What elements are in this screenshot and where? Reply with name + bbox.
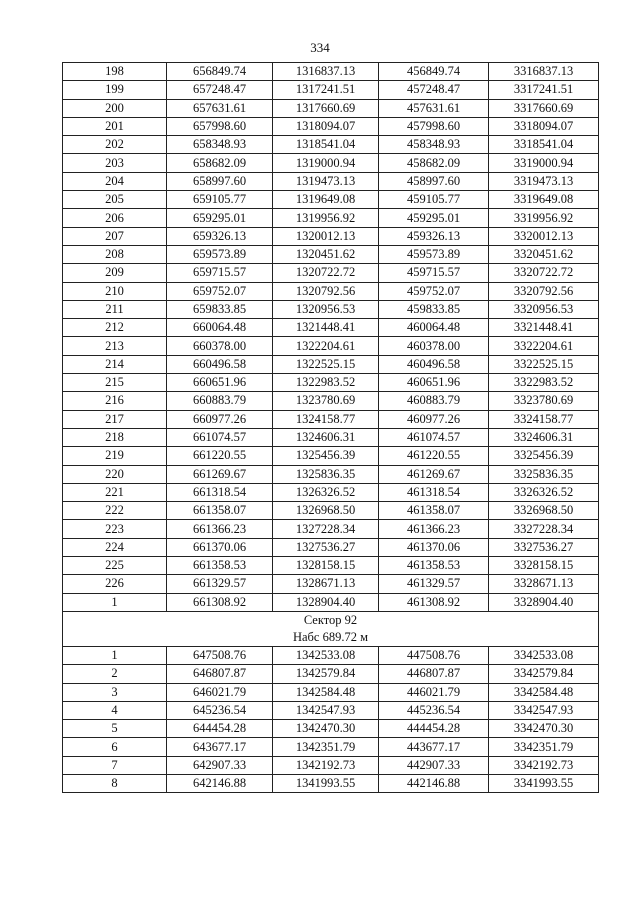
y2-coordinate-cell: 3342547.93 [489, 701, 599, 719]
point-number-cell: 198 [63, 63, 167, 81]
x-coordinate-cell: 661366.23 [167, 520, 273, 538]
x-coordinate-cell: 658997.60 [167, 172, 273, 190]
x-coordinate-cell: 646807.87 [167, 665, 273, 683]
x-coordinate-cell: 659326.13 [167, 227, 273, 245]
x-coordinate-cell: 657998.60 [167, 117, 273, 135]
x2-coordinate-cell: 457998.60 [379, 117, 489, 135]
table-row [63, 245, 599, 263]
point-number-cell: 4 [63, 701, 167, 719]
x2-coordinate-cell: 446807.87 [379, 665, 489, 683]
point-number-cell: 215 [63, 374, 167, 392]
x2-coordinate-cell: 461074.57 [379, 428, 489, 446]
table-row [63, 337, 599, 355]
table-row [63, 300, 599, 318]
x-coordinate-cell: 658682.09 [167, 154, 273, 172]
table-row [63, 538, 599, 556]
page-number: 334 [310, 40, 330, 55]
table-row [63, 392, 599, 410]
x-coordinate-cell: 646021.79 [167, 683, 273, 701]
x-coordinate-cell: 642146.88 [167, 774, 273, 792]
x2-coordinate-cell: 460651.96 [379, 374, 489, 392]
table-row [63, 465, 599, 483]
y-coordinate-cell: 1342584.48 [273, 683, 379, 701]
table-body-top [63, 63, 599, 612]
table-row [63, 557, 599, 575]
table-row [63, 136, 599, 154]
point-number-cell: 219 [63, 447, 167, 465]
x2-coordinate-cell: 458997.60 [379, 172, 489, 190]
x-coordinate-cell: 659295.01 [167, 209, 273, 227]
y2-coordinate-cell: 3342579.84 [489, 665, 599, 683]
x-coordinate-cell: 660064.48 [167, 319, 273, 337]
y-coordinate-cell: 1319649.08 [273, 191, 379, 209]
table-row [63, 209, 599, 227]
y-coordinate-cell: 1320722.72 [273, 264, 379, 282]
y2-coordinate-cell: 3322983.52 [489, 374, 599, 392]
x-coordinate-cell: 659105.77 [167, 191, 273, 209]
y-coordinate-cell: 1320792.56 [273, 282, 379, 300]
table-row [63, 264, 599, 282]
y2-coordinate-cell: 3320451.62 [489, 245, 599, 263]
x-coordinate-cell: 660883.79 [167, 392, 273, 410]
y-coordinate-cell: 1325456.39 [273, 447, 379, 465]
y-coordinate-cell: 1328671.13 [273, 575, 379, 593]
y2-coordinate-cell: 3318541.04 [489, 136, 599, 154]
table-row [63, 483, 599, 501]
x2-coordinate-cell: 460064.48 [379, 319, 489, 337]
table-row [63, 319, 599, 337]
y2-coordinate-cell: 3320012.13 [489, 227, 599, 245]
y2-coordinate-cell: 3342192.73 [489, 756, 599, 774]
section-header-group [63, 611, 599, 646]
point-number-cell: 221 [63, 483, 167, 501]
x-coordinate-cell: 660977.26 [167, 410, 273, 428]
point-number-cell: 226 [63, 575, 167, 593]
point-number-cell: 2 [63, 665, 167, 683]
x2-coordinate-cell: 459295.01 [379, 209, 489, 227]
y2-coordinate-cell: 3322525.15 [489, 355, 599, 373]
point-number-cell: 8 [63, 774, 167, 792]
x-coordinate-cell: 661220.55 [167, 447, 273, 465]
y2-coordinate-cell: 3320956.53 [489, 300, 599, 318]
y-coordinate-cell: 1316837.13 [273, 63, 379, 81]
y-coordinate-cell: 1342579.84 [273, 665, 379, 683]
x2-coordinate-cell: 458682.09 [379, 154, 489, 172]
y-coordinate-cell: 1342470.30 [273, 720, 379, 738]
y2-coordinate-cell: 3326968.50 [489, 502, 599, 520]
y-coordinate-cell: 1342533.08 [273, 646, 379, 664]
table-row [63, 646, 599, 664]
point-number-cell: 209 [63, 264, 167, 282]
point-number-cell: 222 [63, 502, 167, 520]
y2-coordinate-cell: 3341993.55 [489, 774, 599, 792]
table-row [63, 756, 599, 774]
x2-coordinate-cell: 447508.76 [379, 646, 489, 664]
y2-coordinate-cell: 3324606.31 [489, 428, 599, 446]
y2-coordinate-cell: 3319956.92 [489, 209, 599, 227]
x-coordinate-cell: 659573.89 [167, 245, 273, 263]
y-coordinate-cell: 1320451.62 [273, 245, 379, 263]
y2-coordinate-cell: 3323780.69 [489, 392, 599, 410]
table-row [63, 447, 599, 465]
x-coordinate-cell: 661308.92 [167, 593, 273, 611]
x-coordinate-cell: 661358.53 [167, 557, 273, 575]
y-coordinate-cell: 1341993.55 [273, 774, 379, 792]
y-coordinate-cell: 1322204.61 [273, 337, 379, 355]
x2-coordinate-cell: 461269.67 [379, 465, 489, 483]
x-coordinate-cell: 657631.61 [167, 99, 273, 117]
point-number-cell: 210 [63, 282, 167, 300]
table-row [63, 720, 599, 738]
point-number-cell: 3 [63, 683, 167, 701]
x-coordinate-cell: 660496.58 [167, 355, 273, 373]
y-coordinate-cell: 1318094.07 [273, 117, 379, 135]
table-body-bottom [63, 646, 599, 792]
point-number-cell: 225 [63, 557, 167, 575]
point-number-cell: 1 [63, 593, 167, 611]
y2-coordinate-cell: 3320722.72 [489, 264, 599, 282]
table-row [63, 665, 599, 683]
y2-coordinate-cell: 3319000.94 [489, 154, 599, 172]
table-row [63, 593, 599, 611]
point-number-cell: 208 [63, 245, 167, 263]
y2-coordinate-cell: 3342351.79 [489, 738, 599, 756]
x2-coordinate-cell: 461370.06 [379, 538, 489, 556]
section-header-cell [63, 611, 599, 646]
x2-coordinate-cell: 457248.47 [379, 81, 489, 99]
y2-coordinate-cell: 3342470.30 [489, 720, 599, 738]
x-coordinate-cell: 657248.47 [167, 81, 273, 99]
x-coordinate-cell: 643677.17 [167, 738, 273, 756]
y2-coordinate-cell: 3317660.69 [489, 99, 599, 117]
y-coordinate-cell: 1324158.77 [273, 410, 379, 428]
point-number-cell: 1 [63, 646, 167, 664]
point-number-cell: 212 [63, 319, 167, 337]
x-coordinate-cell: 661318.54 [167, 483, 273, 501]
x2-coordinate-cell: 460883.79 [379, 392, 489, 410]
x2-coordinate-cell: 459326.13 [379, 227, 489, 245]
x-coordinate-cell: 656849.74 [167, 63, 273, 81]
point-number-cell: 6 [63, 738, 167, 756]
x2-coordinate-cell: 460378.00 [379, 337, 489, 355]
y-coordinate-cell: 1319000.94 [273, 154, 379, 172]
section-title: Сектор 92 [303, 612, 358, 627]
x-coordinate-cell: 658348.93 [167, 136, 273, 154]
point-number-cell: 201 [63, 117, 167, 135]
y2-coordinate-cell: 3319473.13 [489, 172, 599, 190]
point-number-cell: 5 [63, 720, 167, 738]
y-coordinate-cell: 1325836.35 [273, 465, 379, 483]
y-coordinate-cell: 1326968.50 [273, 502, 379, 520]
x-coordinate-cell: 645236.54 [167, 701, 273, 719]
y-coordinate-cell: 1318541.04 [273, 136, 379, 154]
table-row [63, 738, 599, 756]
x2-coordinate-cell: 459715.57 [379, 264, 489, 282]
y2-coordinate-cell: 3342584.48 [489, 683, 599, 701]
table-row [63, 154, 599, 172]
y2-coordinate-cell: 3319649.08 [489, 191, 599, 209]
y2-coordinate-cell: 3328158.15 [489, 557, 599, 575]
table-row [63, 502, 599, 520]
table-row [63, 774, 599, 792]
y2-coordinate-cell: 3318094.07 [489, 117, 599, 135]
x-coordinate-cell: 642907.33 [167, 756, 273, 774]
point-number-cell: 200 [63, 99, 167, 117]
point-number-cell: 204 [63, 172, 167, 190]
x2-coordinate-cell: 444454.28 [379, 720, 489, 738]
y2-coordinate-cell: 3325456.39 [489, 447, 599, 465]
y-coordinate-cell: 1320012.13 [273, 227, 379, 245]
table-row [63, 355, 599, 373]
x2-coordinate-cell: 461329.57 [379, 575, 489, 593]
x2-coordinate-cell: 457631.61 [379, 99, 489, 117]
table-row [63, 428, 599, 446]
x-coordinate-cell: 644454.28 [167, 720, 273, 738]
y2-coordinate-cell: 3322204.61 [489, 337, 599, 355]
x-coordinate-cell: 661074.57 [167, 428, 273, 446]
table-row [63, 117, 599, 135]
table-row [63, 683, 599, 701]
coordinates-table [62, 62, 599, 793]
point-number-cell: 214 [63, 355, 167, 373]
table-row [63, 701, 599, 719]
y2-coordinate-cell: 3325836.35 [489, 465, 599, 483]
x2-coordinate-cell: 442146.88 [379, 774, 489, 792]
x-coordinate-cell: 659833.85 [167, 300, 273, 318]
y2-coordinate-cell: 3327228.34 [489, 520, 599, 538]
point-number-cell: 218 [63, 428, 167, 446]
x2-coordinate-cell: 443677.17 [379, 738, 489, 756]
x2-coordinate-cell: 461366.23 [379, 520, 489, 538]
x2-coordinate-cell: 459752.07 [379, 282, 489, 300]
section-subtitle: Набс 689.72 м [292, 629, 369, 644]
x2-coordinate-cell: 461358.07 [379, 502, 489, 520]
y-coordinate-cell: 1327228.34 [273, 520, 379, 538]
y-coordinate-cell: 1320956.53 [273, 300, 379, 318]
point-number-cell: 213 [63, 337, 167, 355]
table-row [63, 282, 599, 300]
point-number-cell: 202 [63, 136, 167, 154]
point-number-cell: 206 [63, 209, 167, 227]
x2-coordinate-cell: 460496.58 [379, 355, 489, 373]
table-row [63, 81, 599, 99]
y-coordinate-cell: 1326326.52 [273, 483, 379, 501]
x2-coordinate-cell: 461220.55 [379, 447, 489, 465]
point-number-cell: 207 [63, 227, 167, 245]
x-coordinate-cell: 659752.07 [167, 282, 273, 300]
table-row [63, 99, 599, 117]
point-number-cell: 216 [63, 392, 167, 410]
y2-coordinate-cell: 3324158.77 [489, 410, 599, 428]
point-number-cell: 220 [63, 465, 167, 483]
table-row [63, 63, 599, 81]
x2-coordinate-cell: 461308.92 [379, 593, 489, 611]
y-coordinate-cell: 1342192.73 [273, 756, 379, 774]
y2-coordinate-cell: 3328904.40 [489, 593, 599, 611]
x-coordinate-cell: 659715.57 [167, 264, 273, 282]
y2-coordinate-cell: 3320792.56 [489, 282, 599, 300]
x2-coordinate-cell: 461318.54 [379, 483, 489, 501]
x-coordinate-cell: 661358.07 [167, 502, 273, 520]
y-coordinate-cell: 1328158.15 [273, 557, 379, 575]
y-coordinate-cell: 1319956.92 [273, 209, 379, 227]
y2-coordinate-cell: 3317241.51 [489, 81, 599, 99]
x2-coordinate-cell: 461358.53 [379, 557, 489, 575]
point-number-cell: 223 [63, 520, 167, 538]
y-coordinate-cell: 1342351.79 [273, 738, 379, 756]
x2-coordinate-cell: 446021.79 [379, 683, 489, 701]
y2-coordinate-cell: 3321448.41 [489, 319, 599, 337]
y2-coordinate-cell: 3328671.13 [489, 575, 599, 593]
point-number-cell: 199 [63, 81, 167, 99]
point-number-cell: 224 [63, 538, 167, 556]
x-coordinate-cell: 660651.96 [167, 374, 273, 392]
point-number-cell: 203 [63, 154, 167, 172]
point-number-cell: 7 [63, 756, 167, 774]
y2-coordinate-cell: 3316837.13 [489, 63, 599, 81]
x-coordinate-cell: 661269.67 [167, 465, 273, 483]
x2-coordinate-cell: 459833.85 [379, 300, 489, 318]
x2-coordinate-cell: 460977.26 [379, 410, 489, 428]
y2-coordinate-cell: 3326326.52 [489, 483, 599, 501]
table-row [63, 575, 599, 593]
x-coordinate-cell: 661329.57 [167, 575, 273, 593]
x2-coordinate-cell: 458348.93 [379, 136, 489, 154]
x2-coordinate-cell: 459105.77 [379, 191, 489, 209]
table-row [63, 172, 599, 190]
x2-coordinate-cell: 459573.89 [379, 245, 489, 263]
y-coordinate-cell: 1327536.27 [273, 538, 379, 556]
y-coordinate-cell: 1317241.51 [273, 81, 379, 99]
y2-coordinate-cell: 3327536.27 [489, 538, 599, 556]
y-coordinate-cell: 1321448.41 [273, 319, 379, 337]
x-coordinate-cell: 661370.06 [167, 538, 273, 556]
point-number-cell: 217 [63, 410, 167, 428]
x2-coordinate-cell: 456849.74 [379, 63, 489, 81]
point-number-cell: 205 [63, 191, 167, 209]
y-coordinate-cell: 1324606.31 [273, 428, 379, 446]
x2-coordinate-cell: 442907.33 [379, 756, 489, 774]
table-row [63, 520, 599, 538]
table-row [63, 410, 599, 428]
y-coordinate-cell: 1322525.15 [273, 355, 379, 373]
y-coordinate-cell: 1328904.40 [273, 593, 379, 611]
y2-coordinate-cell: 3342533.08 [489, 646, 599, 664]
table-row [63, 227, 599, 245]
y-coordinate-cell: 1322983.52 [273, 374, 379, 392]
y-coordinate-cell: 1342547.93 [273, 701, 379, 719]
point-number-cell: 211 [63, 300, 167, 318]
x2-coordinate-cell: 445236.54 [379, 701, 489, 719]
section-header-row [63, 611, 599, 646]
y-coordinate-cell: 1319473.13 [273, 172, 379, 190]
table-row [63, 374, 599, 392]
table-row [63, 191, 599, 209]
x-coordinate-cell: 647508.76 [167, 646, 273, 664]
y-coordinate-cell: 1323780.69 [273, 392, 379, 410]
y-coordinate-cell: 1317660.69 [273, 99, 379, 117]
x-coordinate-cell: 660378.00 [167, 337, 273, 355]
